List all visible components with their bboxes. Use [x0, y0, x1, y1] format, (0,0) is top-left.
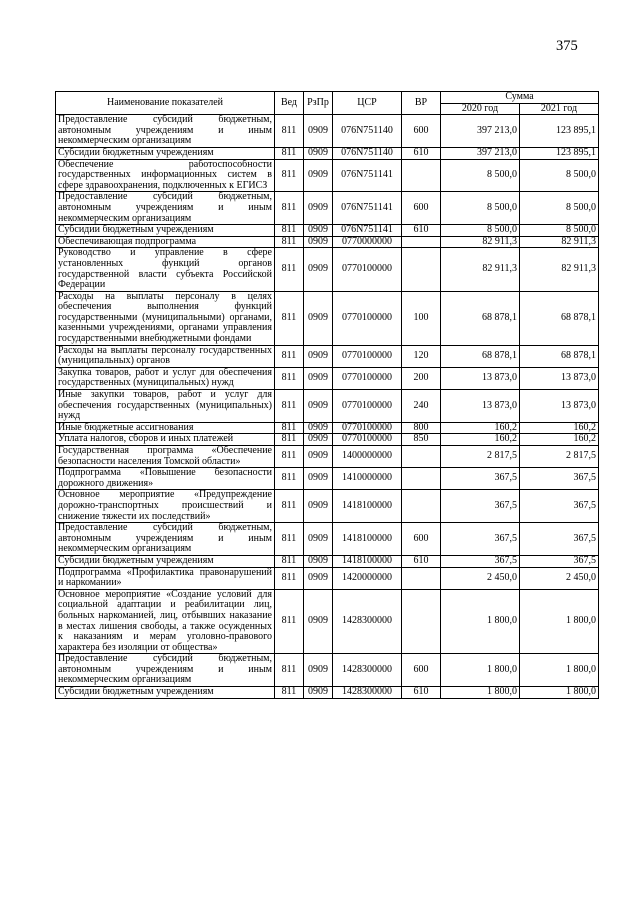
row-amount-2020: 2 450,0 — [441, 567, 520, 589]
row-ved: 811 — [275, 248, 304, 291]
row-amount-2021: 8 500,0 — [520, 192, 599, 225]
table-row — [56, 422, 599, 434]
row-amount-2021: 1 800,0 — [520, 589, 599, 654]
table-row — [56, 490, 599, 523]
row-name: Уплата налогов, сборов и иных платежей — [56, 434, 275, 446]
header-rzpr: РзПр — [304, 92, 333, 115]
row-ved: 811 — [275, 422, 304, 434]
row-ved: 811 — [275, 523, 304, 556]
row-vr: 240 — [402, 390, 441, 423]
row-csr: 0770100000 — [333, 291, 402, 345]
row-rzpr: 0909 — [304, 434, 333, 446]
table-row — [56, 367, 599, 389]
row-amount-2020: 160,2 — [441, 434, 520, 446]
row-amount-2020: 8 500,0 — [441, 225, 520, 237]
row-rzpr: 0909 — [304, 225, 333, 237]
table-row — [56, 115, 599, 148]
row-vr: 600 — [402, 192, 441, 225]
table-row — [56, 159, 599, 192]
row-amount-2020: 397 213,0 — [441, 147, 520, 159]
row-amount-2021: 367,5 — [520, 523, 599, 556]
row-ved: 811 — [275, 159, 304, 192]
table-header — [56, 92, 599, 115]
row-amount-2020: 68 878,1 — [441, 291, 520, 345]
table-row — [56, 468, 599, 490]
row-ved: 811 — [275, 147, 304, 159]
row-vr: 600 — [402, 523, 441, 556]
row-amount-2020: 8 500,0 — [441, 159, 520, 192]
row-name: Предоставление субсидий бюджетным, автономным учреждениям и иным некоммерческим организациям — [56, 523, 275, 556]
row-ved: 811 — [275, 654, 304, 687]
row-ved: 811 — [275, 236, 304, 248]
row-rzpr: 0909 — [304, 159, 333, 192]
row-ved: 811 — [275, 345, 304, 367]
row-rzpr: 0909 — [304, 555, 333, 567]
row-name: Обеспечение работоспособности государственных информационных систем в сфере здравоохранения, подключенных к ЕГИСЗ — [56, 159, 275, 192]
row-vr: 610 — [402, 225, 441, 237]
row-amount-2021: 123 895,1 — [520, 147, 599, 159]
row-amount-2021: 68 878,1 — [520, 345, 599, 367]
row-rzpr: 0909 — [304, 490, 333, 523]
table-row — [56, 654, 599, 687]
page-number: 375 — [556, 38, 578, 54]
row-amount-2020: 2 817,5 — [441, 446, 520, 468]
row-vr: 610 — [402, 555, 441, 567]
row-csr: 0770100000 — [333, 434, 402, 446]
row-vr: 850 — [402, 434, 441, 446]
row-rzpr: 0909 — [304, 523, 333, 556]
row-rzpr: 0909 — [304, 589, 333, 654]
row-vr: 100 — [402, 291, 441, 345]
row-amount-2021: 367,5 — [520, 468, 599, 490]
row-amount-2021: 160,2 — [520, 422, 599, 434]
row-rzpr: 0909 — [304, 345, 333, 367]
row-amount-2020: 82 911,3 — [441, 248, 520, 291]
row-name: Закупка товаров, работ и услуг для обеспечения государственных (муниципальных) нужд — [56, 367, 275, 389]
row-amount-2021: 82 911,3 — [520, 248, 599, 291]
row-vr: 610 — [402, 687, 441, 699]
row-ved: 811 — [275, 434, 304, 446]
table-row — [56, 589, 599, 654]
row-ved: 811 — [275, 192, 304, 225]
row-csr: 1428300000 — [333, 654, 402, 687]
row-amount-2021: 68 878,1 — [520, 291, 599, 345]
row-amount-2020: 367,5 — [441, 555, 520, 567]
row-name: Государственная программа «Обеспечение безопасности населения Томской области» — [56, 446, 275, 468]
row-name: Руководство и управление в сфере установленных функций органов государственной власти субъекта Российской Федерации — [56, 248, 275, 291]
row-name: Предоставление субсидий бюджетным, автономным учреждениям и иным некоммерческим организациям — [56, 115, 275, 148]
row-vr — [402, 490, 441, 523]
budget-table — [55, 91, 599, 699]
row-csr: 076N751140 — [333, 115, 402, 148]
row-amount-2020: 68 878,1 — [441, 345, 520, 367]
row-amount-2021: 8 500,0 — [520, 225, 599, 237]
row-vr — [402, 589, 441, 654]
row-name: Субсидии бюджетным учреждениям — [56, 225, 275, 237]
row-amount-2021: 367,5 — [520, 490, 599, 523]
row-vr: 600 — [402, 654, 441, 687]
row-name: Основное мероприятие «Создание условий для социальной адаптации и реабилитации лиц, больных наркоманией, лиц, отбывших наказание в местах лишения свободы, а также осужденных к наказаниям и мерам уголовно-правового характера без изоляции от общества» — [56, 589, 275, 654]
row-ved: 811 — [275, 367, 304, 389]
row-name: Субсидии бюджетным учреждениям — [56, 687, 275, 699]
row-amount-2020: 8 500,0 — [441, 192, 520, 225]
row-csr: 1418100000 — [333, 490, 402, 523]
row-ved: 811 — [275, 225, 304, 237]
row-rzpr: 0909 — [304, 446, 333, 468]
row-ved: 811 — [275, 687, 304, 699]
row-amount-2020: 1 800,0 — [441, 589, 520, 654]
row-amount-2021: 1 800,0 — [520, 654, 599, 687]
row-amount-2020: 397 213,0 — [441, 115, 520, 148]
header-year-2020: 2020 год — [441, 103, 520, 115]
row-vr — [402, 468, 441, 490]
table-row — [56, 434, 599, 446]
row-amount-2021: 367,5 — [520, 555, 599, 567]
table-body — [56, 115, 599, 698]
row-rzpr: 0909 — [304, 422, 333, 434]
row-amount-2021: 82 911,3 — [520, 236, 599, 248]
row-amount-2020: 367,5 — [441, 523, 520, 556]
row-rzpr: 0909 — [304, 192, 333, 225]
row-amount-2021: 13 873,0 — [520, 390, 599, 423]
row-vr — [402, 159, 441, 192]
table-row — [56, 192, 599, 225]
row-csr: 0770100000 — [333, 248, 402, 291]
row-amount-2021: 13 873,0 — [520, 367, 599, 389]
row-amount-2021: 8 500,0 — [520, 159, 599, 192]
row-name: Расходы на выплаты персоналу в целях обеспечения выполнения функций государственными (муниципальными) органами, казенными учреждениями, органами управления государственными внебюджетными фондами — [56, 291, 275, 345]
row-rzpr: 0909 — [304, 147, 333, 159]
row-csr: 0770100000 — [333, 367, 402, 389]
header-sum: Сумма — [441, 92, 599, 104]
row-rzpr: 0909 — [304, 654, 333, 687]
row-name: Подпрограмма «Повышение безопасности дорожного движения» — [56, 468, 275, 490]
row-csr: 076N751140 — [333, 147, 402, 159]
row-csr: 1420000000 — [333, 567, 402, 589]
row-amount-2021: 1 800,0 — [520, 687, 599, 699]
header-name: Наименование показателей — [56, 92, 275, 115]
row-csr: 0770100000 — [333, 345, 402, 367]
row-ved: 811 — [275, 468, 304, 490]
row-vr: 600 — [402, 115, 441, 148]
row-amount-2021: 160,2 — [520, 434, 599, 446]
row-ved: 811 — [275, 390, 304, 423]
row-vr — [402, 567, 441, 589]
header-csr: ЦСР — [333, 92, 402, 115]
row-ved: 811 — [275, 446, 304, 468]
row-amount-2021: 123 895,1 — [520, 115, 599, 148]
row-csr: 076N751141 — [333, 225, 402, 237]
row-name: Подпрограмма «Профилактика правонарушений и наркомании» — [56, 567, 275, 589]
row-csr: 1428300000 — [333, 589, 402, 654]
row-csr: 1410000000 — [333, 468, 402, 490]
row-csr: 0770100000 — [333, 390, 402, 423]
row-csr: 0770000000 — [333, 236, 402, 248]
row-ved: 811 — [275, 589, 304, 654]
table-row — [56, 147, 599, 159]
row-name: Предоставление субсидий бюджетным, автономным учреждениям и иным некоммерческим организациям — [56, 192, 275, 225]
header-vr: ВР — [402, 92, 441, 115]
row-csr: 076N751141 — [333, 192, 402, 225]
row-csr: 0770100000 — [333, 422, 402, 434]
row-vr — [402, 236, 441, 248]
row-rzpr: 0909 — [304, 468, 333, 490]
row-ved: 811 — [275, 555, 304, 567]
table-row — [56, 291, 599, 345]
row-csr: 076N751141 — [333, 159, 402, 192]
header-ved: Вед — [275, 92, 304, 115]
row-name: Предоставление субсидий бюджетным, автономным учреждениям и иным некоммерческим организациям — [56, 654, 275, 687]
row-amount-2020: 160,2 — [441, 422, 520, 434]
row-rzpr: 0909 — [304, 367, 333, 389]
row-amount-2020: 367,5 — [441, 490, 520, 523]
table-row — [56, 345, 599, 367]
row-ved: 811 — [275, 490, 304, 523]
row-name: Расходы на выплаты персоналу государственных (муниципальных) органов — [56, 345, 275, 367]
row-csr: 1428300000 — [333, 687, 402, 699]
row-rzpr: 0909 — [304, 236, 333, 248]
row-amount-2020: 1 800,0 — [441, 654, 520, 687]
row-rzpr: 0909 — [304, 115, 333, 148]
row-csr: 1400000000 — [333, 446, 402, 468]
row-vr: 800 — [402, 422, 441, 434]
row-name: Основное мероприятие «Предупреждение дорожно-транспортных происшествий и снижение тяжести их последствий» — [56, 490, 275, 523]
table-row — [56, 687, 599, 699]
row-vr: 200 — [402, 367, 441, 389]
table-row — [56, 446, 599, 468]
row-ved: 811 — [275, 567, 304, 589]
row-amount-2020: 82 911,3 — [441, 236, 520, 248]
header-year-2021: 2021 год — [520, 103, 599, 115]
row-amount-2020: 1 800,0 — [441, 687, 520, 699]
table-row — [56, 248, 599, 291]
row-vr — [402, 446, 441, 468]
row-csr: 1418100000 — [333, 555, 402, 567]
row-csr: 1418100000 — [333, 523, 402, 556]
row-rzpr: 0909 — [304, 248, 333, 291]
row-name: Субсидии бюджетным учреждениям — [56, 555, 275, 567]
row-vr — [402, 248, 441, 291]
table-row — [56, 555, 599, 567]
row-rzpr: 0909 — [304, 687, 333, 699]
row-vr: 120 — [402, 345, 441, 367]
table-row — [56, 523, 599, 556]
row-amount-2020: 13 873,0 — [441, 367, 520, 389]
row-name: Субсидии бюджетным учреждениям — [56, 147, 275, 159]
row-name: Иные бюджетные ассигнования — [56, 422, 275, 434]
table-row — [56, 236, 599, 248]
row-name: Обеспечивающая подпрограмма — [56, 236, 275, 248]
row-ved: 811 — [275, 115, 304, 148]
table-row — [56, 567, 599, 589]
row-rzpr: 0909 — [304, 390, 333, 423]
row-amount-2021: 2 817,5 — [520, 446, 599, 468]
table-row — [56, 225, 599, 237]
row-vr: 610 — [402, 147, 441, 159]
table-row — [56, 390, 599, 423]
row-rzpr: 0909 — [304, 291, 333, 345]
row-name: Иные закупки товаров, работ и услуг для обеспечения государственных (муниципальных) нужд — [56, 390, 275, 423]
row-amount-2021: 2 450,0 — [520, 567, 599, 589]
row-amount-2020: 13 873,0 — [441, 390, 520, 423]
row-rzpr: 0909 — [304, 567, 333, 589]
row-ved: 811 — [275, 291, 304, 345]
row-amount-2020: 367,5 — [441, 468, 520, 490]
